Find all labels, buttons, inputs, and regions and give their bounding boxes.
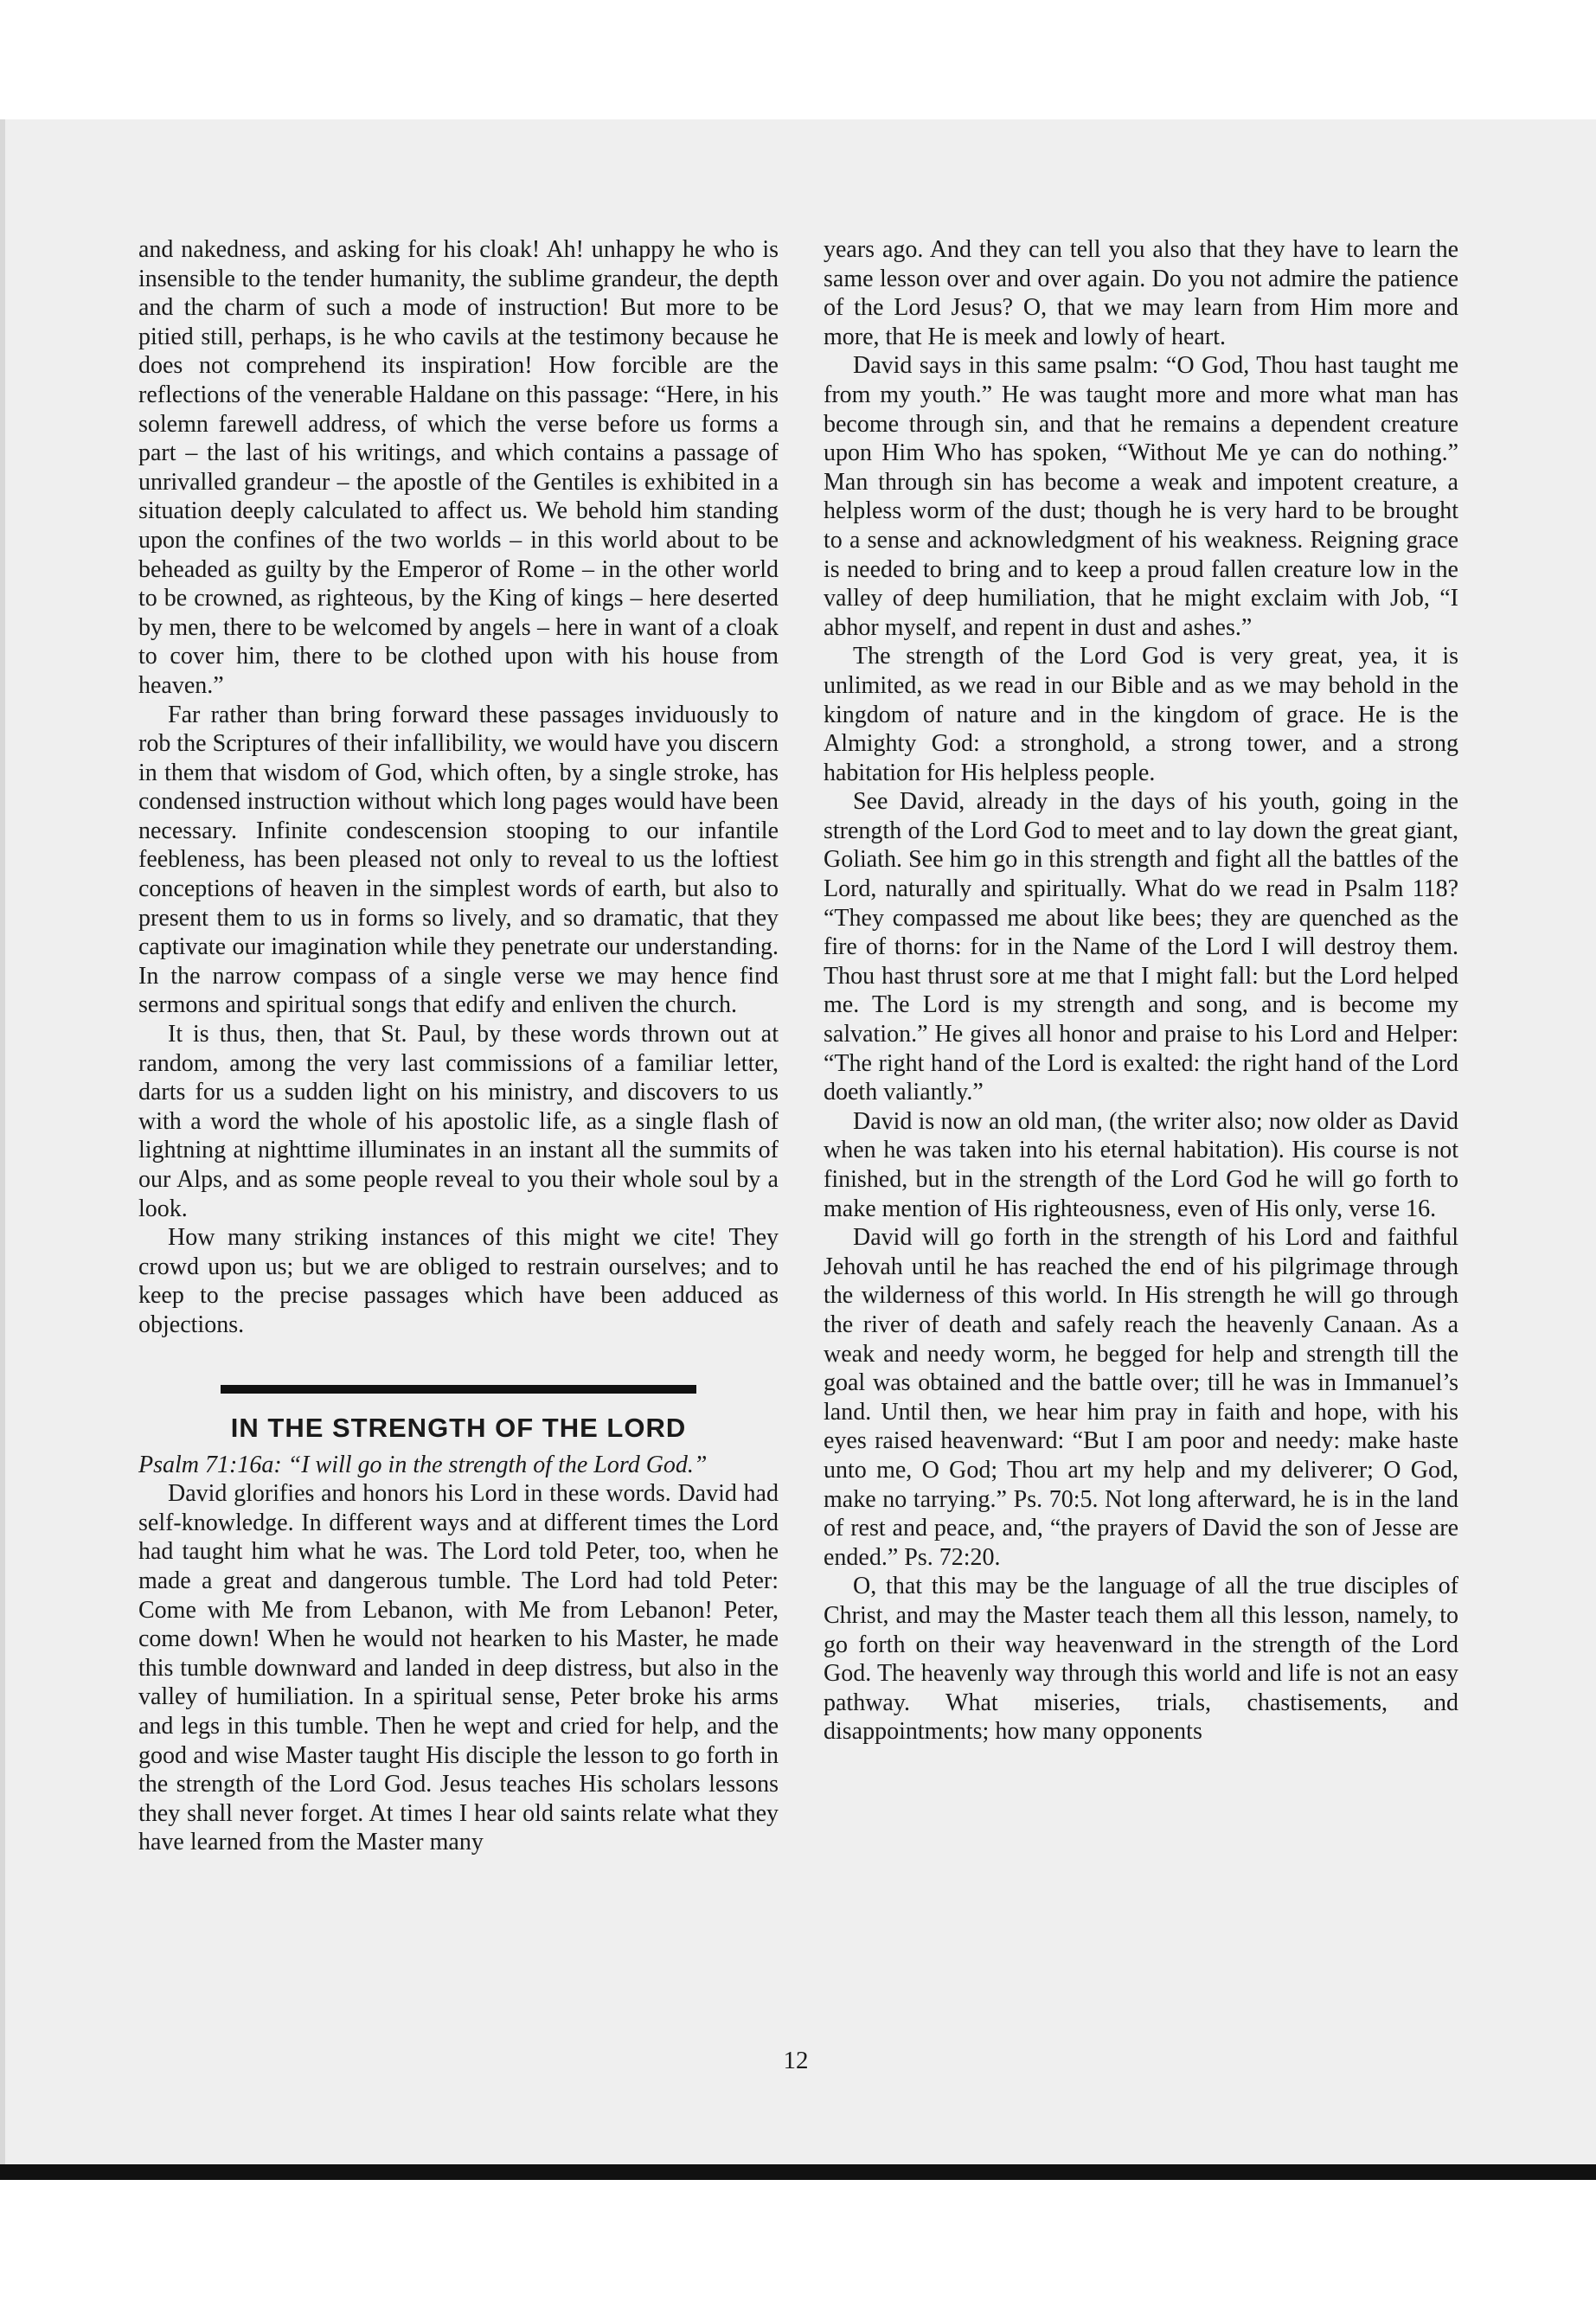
- bottom-rule: [0, 2164, 1596, 2180]
- paragraph: O, that this may be the language of all the true disciples of Christ, and may the Master teach them all this lesson, namely, to go forth on their way heavenward in the strength of the Lord God. The heavenly way through this world and life is not an easy pathway. What miseries, trials, chastisements, and disappointments; how many opponents: [824, 1573, 1458, 1746]
- paragraph: It is thus, then, that St. Paul, by these words thrown out at random, among the very last commissions of a familiar letter, darts for us a sudden light on his ministry, and discovers to us with a word the whole of his apostolic life, as a single flash of lightning at nighttime illuminates in an instant all the summits of our Alps, and as some people reveal to you their whole soul by a look.: [138, 1021, 779, 1222]
- paragraph: David is now an old man, (the writer also; now older as David when he was taken into his eternal habitation). His course is not finished, but in the strength of the Lord God he will go forth to make mention of His righteousness, even of His only, verse 16.: [824, 1107, 1458, 1222]
- left-column: [138, 235, 779, 1857]
- paragraph: The strength of the Lord God is very great, yea, it is unlimited, as we read in our Bible and as we may behold in the kingdom of nature and in the kingdom of grace. He is the Almighty God: a stronghold, a strong tower, and a strong habitation for His helpless people.: [824, 643, 1458, 786]
- section-divider: [221, 1385, 696, 1394]
- right-column: [824, 235, 1458, 1747]
- paragraph: David will go forth in the strength of his Lord and faithful Jehovah until he has reached the end of his pilgrimage through the wilderness of this world. In His strength he will go through the river of death and safely reach the heavenly Canaan. As a weak and needy worm, he begged for help and strength till the goal was obtained and the battle over; till he was in Immanuel’s land. Until then, we hear him pray in faith and hope, with his eyes raised heavenward: “But I am poor and needy: make haste unto me, O God; Thou art my help and my deliverer; O God, make no tarrying.” Ps. 70:5. Not long afterward, he is in the land of rest and peace, and, “the prayers of David the son of Jesse are ended.” Ps. 72:20.: [824, 1224, 1458, 1571]
- paragraph: See David, already in the days of his youth, going in the strength of the Lord God to meet and to lay down the great giant, Goliath. See him go in this strength and fight all the battles of the Lord, naturally and spiritually. What do we read in Psalm 118? “They compassed me about like bees; they are quenched as the fire of thorns: for in the Name of the Lord I will destroy them. Thou hast thrust sore at me that I might fall: but the Lord helped me. The Lord is my strength and song, and is become my salvation.” He gives all honor and praise to his Lord and Helper: “The right hand of the Lord is exalted: the right hand of the Lord doeth valiantly.”: [824, 788, 1458, 1106]
- paragraph: How many striking instances of this might we cite! They crowd upon us; but we are obliged to restrain ourselves; and to keep to the precise passages which have been adduced as objections.: [138, 1224, 779, 1338]
- paragraph: David says in this same psalm: “O God, Thou hast taught me from my youth.” He was taught more and more what man has become through sin, and that he remains a dependent creature upon Him Who has spoken, “Without Me ye can do nothing.” Man through sin has become a weak and impotent creature, a helpless worm of the dust; though he is very hard to be brought to a sense and acknowledgment of his weakness. Reigning grace is needed to bring and to keep a proud fallen creature low in the valley of deep humiliation, that he might exclaim with Job, “I abhor myself, and repent in dust and ashes.”: [824, 352, 1458, 641]
- verse-reference: Psalm 71:16a: “I will go in the strength of the Lord God.”: [138, 1451, 708, 1478]
- paragraph: Far rather than bring forward these passages inviduously to rob the Scriptures of their infallibility, we would have you discern in them that wisdom of God, which often, by a single stroke, has condensed instruction without which long pages would have been necessary. Infinite condescension stooping to our infantile feebleness, has been pleased not only to reveal to us the loftiest conceptions of heaven in the simplest words of earth, but also to present them to us in forms so lively, and so dramatic, that they captivate our imagination while they penetrate our understanding. In the narrow compass of a single verse we may hence find sermons and spiritual songs that edify and enliven the church.: [138, 701, 779, 1019]
- page-edge: [0, 119, 5, 2180]
- page-number: 12: [783, 2047, 809, 2074]
- section-heading: IN THE STRENGTH OF THE LORD: [230, 1412, 687, 1443]
- paragraph: and nakedness, and asking for his cloak! Ah! unhappy he who is insensible to the tender humanity, the sublime grandeur, the depth and the charm of such a mode of instruction! But more to be pitied still, perhaps, is he who cavils at the testimony because he does not comprehend its inspiration! How forcible are the reflections of the venerable Haldane on this passage: “Here, in his solemn farewell address, of which the verse before us forms a part – the last of his writings, and which contains a passage of unrivalled grandeur – the apostle of the Gentiles is exhibited in a situation deeply calculated to affect us. We behold him standing upon the confines of the two worlds – in this world about to be beheaded as guilty by the Emperor of Rome – in the other world to be crowned, as righteous, by the King of kings – here deserted by men, there to be welcomed by angels – here in want of a cloak to cover him, there to be clothed upon with his house from heaven.”: [138, 236, 779, 699]
- paragraph: years ago. And they can tell you also that they have to learn the same lesson over and over again. Do you not admire the patience of the Lord Jesus? O, that we may learn from Him more and more, that He is meek and lowly of heart.: [824, 236, 1458, 350]
- paragraph: David glorifies and honors his Lord in these words. David had self-knowledge. In different ways and at different times the Lord had taught him what he was. The Lord told Peter, too, when he made a great and dangerous tumble. The Lord had told Peter: Come with Me from Lebanon, with Me from Lebanon! Peter, come down! When he would not hearken to his Master, he made this tumble downward and landed in deep distress, but also in the valley of humiliation. In a spiritual sense, Peter broke his arms and legs in this tumble. Then he wept and cried for help, and the good and wise Master taught His disciple the lesson to go forth in the strength of the Lord God. Jesus teaches His scholars lessons they shall never forget. At times I hear old saints relate what they have learned from the Master many: [138, 1480, 779, 1856]
